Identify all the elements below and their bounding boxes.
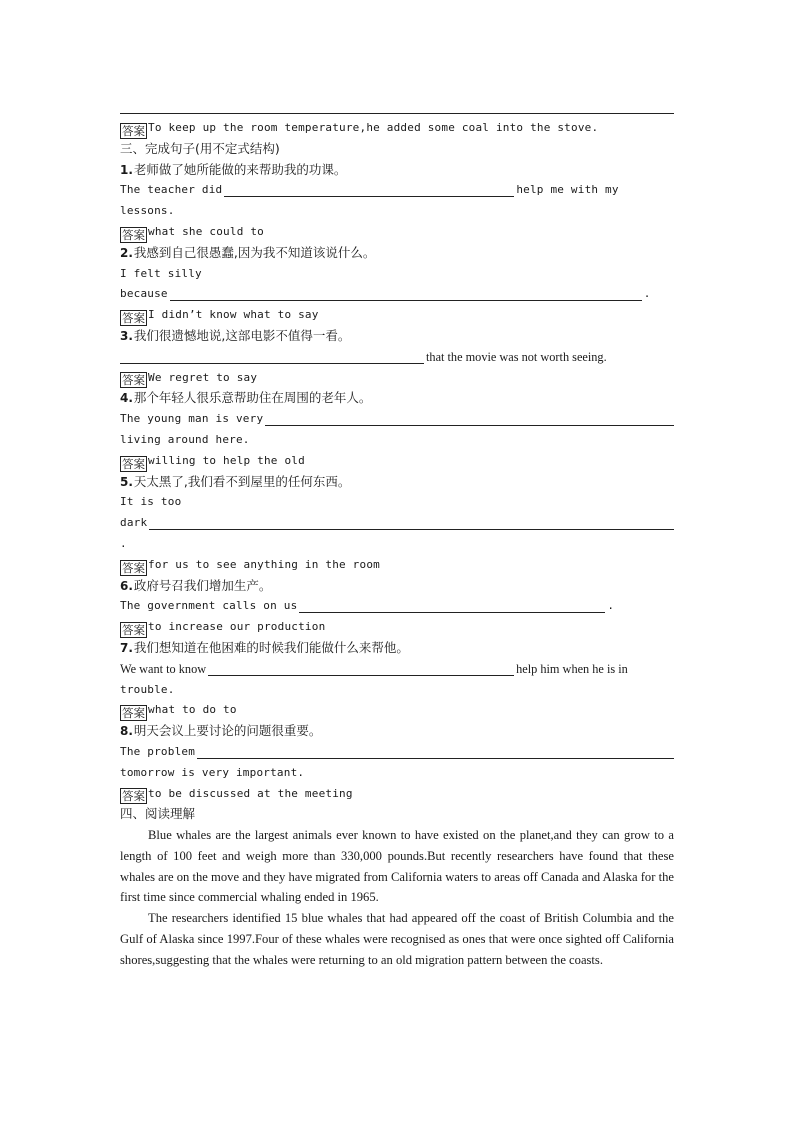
answer-tag: 答案 — [122, 789, 145, 804]
q8-prompt: 8. 明天会议上要讨论的问题很重要。 — [120, 723, 322, 739]
q5-answer-row — [120, 555, 674, 576]
q1-prompt: 1. 老师做了她所能做的来帮助我的功课。 — [120, 161, 347, 177]
q1-answer-row — [120, 222, 674, 243]
q2-prompt: 2. 我感到自己很愚蠢,因为我不知道该说什么。 — [120, 244, 376, 260]
q2-sentence-line1: I felt silly — [120, 266, 202, 280]
q8-answer: to be discussed at the meeting — [148, 786, 353, 800]
q5-prompt: 5. 天太黑了,我们看不到屋里的任何东西。 — [120, 473, 351, 489]
q8-sentence: The problem — [120, 742, 674, 763]
q1-sentence-cont: lessons. — [120, 204, 175, 218]
answer-tag: 答案 — [122, 622, 145, 637]
answer-line — [120, 100, 674, 114]
worksheet-page — [120, 100, 674, 971]
passage-paragraph-1: Blue whales are the largest animals ever known to have existed on the planet,and they can grow to a length of 100 feet and weigh more than 330,000 pounds.But recently researchers have found that these whales are on the move and they have migrated from California waters to areas off Canada and Alaska for the first time since commercial whaling ended in 1965. — [120, 828, 674, 905]
section-3-title: 三、完成句子(用不定式结构) — [120, 140, 280, 156]
q7-blank[interactable] — [208, 663, 514, 676]
q4-prompt: 4. 那个年轻人很乐意帮助住在周围的老年人。 — [120, 390, 372, 406]
q4-sentence-cont: living around here. — [120, 432, 250, 446]
q7-sentence-cont: trouble. — [120, 682, 175, 696]
passage-paragraph-2: The researchers identified 15 blue whales that had appeared off the coast of British Columbia and the Gulf of Alaska since 1997.Four of these whales were recognised as ones that were once sighted off California shores,suggesting that the whales were returning to an old migration pattern between the coasts. — [120, 911, 674, 967]
q1-sentence: The teacher did help me with my — [120, 183, 619, 197]
q7-answer-row — [120, 700, 674, 721]
q2-answer-row — [120, 305, 674, 326]
q2-answer: I didn’t know what to say — [148, 308, 319, 322]
q1-answer: what she could to — [148, 224, 264, 238]
q4-answer-row — [120, 451, 674, 472]
q5-blank[interactable] — [149, 517, 674, 530]
q4-answer: willing to help the old — [148, 453, 305, 467]
q3-prompt: 3. 我们很遗憾地说,这部电影不值得一看。 — [120, 327, 351, 343]
q7-sentence: We want to know help him when he is in — [120, 661, 628, 676]
q3-sentence: that the movie was not worth seeing. — [120, 347, 674, 368]
answer-tag: 答案 — [122, 560, 145, 575]
q1-blank[interactable] — [224, 184, 514, 197]
answer-tag: 答案 — [122, 310, 145, 325]
q5-sentence-line2: dark — [120, 513, 674, 534]
q5-sentence-line1: It is too — [120, 495, 182, 509]
q8-answer-row — [120, 784, 674, 805]
q5-answer: for us to see anything in the room — [148, 557, 380, 571]
q6-sentence: The government calls on us . — [120, 599, 615, 613]
q7-answer: what to do to — [148, 703, 237, 717]
intro-answer-row — [120, 118, 674, 139]
q7-prompt: 7. 我们想知道在他困难的时候我们能做什么来帮他。 — [120, 639, 409, 655]
q3-answer: We regret to say — [148, 370, 258, 384]
q5-sentence-cont: . — [120, 536, 127, 550]
q3-blank[interactable] — [120, 351, 424, 364]
q8-blank[interactable] — [197, 746, 674, 759]
section-4-title: 四、阅读理解 — [120, 806, 196, 822]
answer-tag: 答案 — [122, 706, 145, 721]
answer-tag: 答案 — [122, 123, 145, 138]
q6-answer-row — [120, 617, 674, 638]
q6-prompt: 6. 政府号召我们增加生产。 — [120, 577, 272, 593]
q4-blank[interactable] — [265, 413, 674, 426]
q4-sentence: The young man is very — [120, 409, 674, 430]
q2-sentence-line2: because . — [120, 287, 651, 301]
q6-blank[interactable] — [299, 600, 605, 613]
intro-answer-text: To keep up the room temperature,he added some coal into the stove. — [148, 121, 599, 134]
answer-tag: 答案 — [122, 456, 145, 471]
q8-sentence-cont: tomorrow is very important. — [120, 765, 305, 779]
answer-tag: 答案 — [122, 373, 145, 388]
q2-blank[interactable] — [170, 288, 642, 301]
q3-answer-row — [120, 368, 674, 389]
answer-tag: 答案 — [122, 227, 145, 242]
q6-answer: to increase our production — [148, 620, 326, 634]
